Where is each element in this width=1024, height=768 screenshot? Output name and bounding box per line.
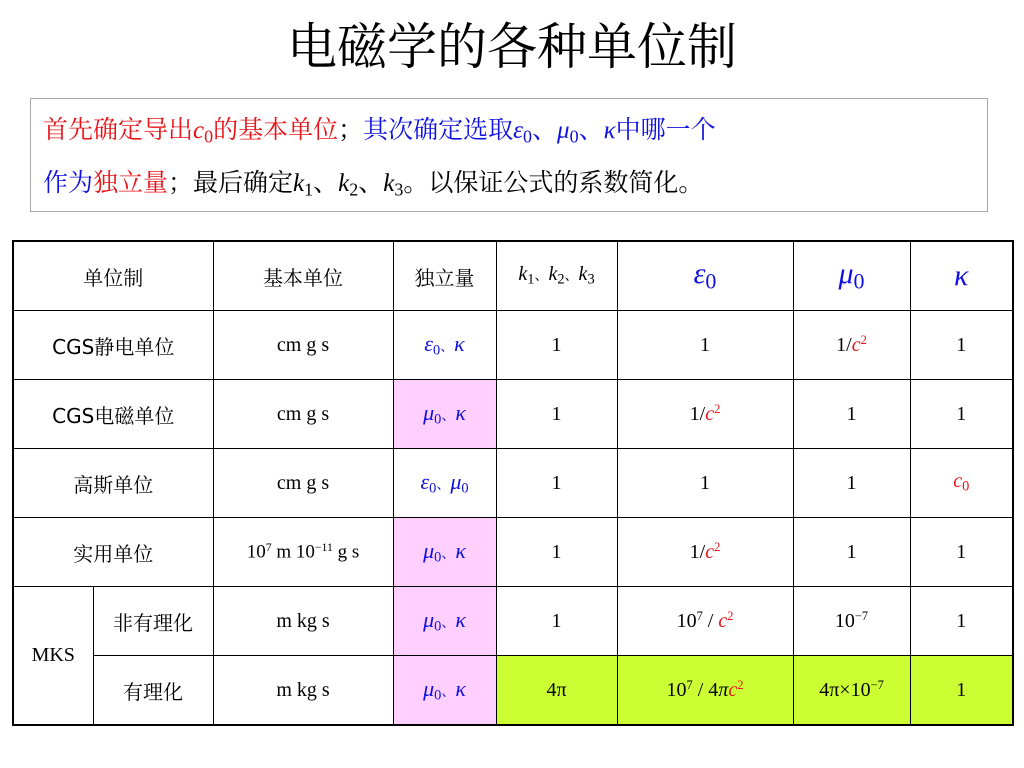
table-row (13, 587, 1013, 656)
header-independent: 独立量 (393, 241, 496, 311)
intro-mu-symbol: μ (557, 117, 570, 144)
row-eps0: 1 (617, 311, 793, 380)
row-k: 1 (496, 587, 617, 656)
intro-c-symbol: c (193, 117, 205, 144)
intro-which-text: 中哪一个 (615, 115, 716, 144)
row-k: 4π (496, 656, 617, 726)
row-eps0: $10^7 / 4\pi c^2$ (617, 656, 793, 726)
table-row (13, 311, 1013, 380)
intro-box (30, 98, 988, 212)
row-eps0: $1/c^2$ (617, 518, 793, 587)
intro-finally-text: ；最后确定 (168, 167, 294, 197)
row-k: 1 (496, 311, 617, 380)
header-mu0: μ0 (793, 241, 910, 311)
row-eps0: $10^7 / c^2$ (617, 587, 793, 656)
row-independent: $\mu_0$、κ (393, 380, 496, 449)
row-independent: $\mu_0$、κ (393, 656, 496, 726)
intro-sep: 、 (578, 115, 604, 144)
row-name: CGS静电单位 (13, 311, 213, 380)
row-eps0: 1 (617, 449, 793, 518)
row-name: 有理化 (93, 656, 213, 726)
intro-eps-symbol: ε (513, 117, 524, 144)
intro-k3: k (383, 169, 395, 197)
row-base-units: $10^7$ m $10^{-11}$ g s (213, 518, 393, 587)
row-name: 高斯单位 (13, 449, 213, 518)
row-name: 实用单位 (13, 518, 213, 587)
intro-semicolon: ； (338, 115, 364, 144)
row-group-mks: MKS (13, 587, 93, 726)
row-independent: $\varepsilon_0$、κ (393, 311, 496, 380)
header-k: $k_1$、$k_2$、$k_3$ (496, 241, 617, 311)
header-eps0: ε0 (617, 241, 793, 311)
table-row (13, 518, 1013, 587)
intro-sep: 、 (313, 167, 339, 197)
row-mu0: $1/c^2$ (793, 311, 910, 380)
row-mu0: $10^{-7}$ (793, 587, 910, 656)
intro-independent-text: 独立量 (93, 167, 169, 197)
row-mu0: 1 (793, 380, 910, 449)
row-kappa: 1 (910, 656, 1013, 726)
row-name: CGS电磁单位 (13, 380, 213, 449)
row-kappa: 1 (910, 587, 1013, 656)
intro-k3-sub: 3 (394, 179, 404, 199)
row-base-units: m kg s (213, 587, 393, 656)
intro-k1: k (293, 169, 305, 197)
intro-sep: 、 (358, 167, 384, 197)
table-row (13, 656, 1013, 726)
intro-c-sub: 0 (204, 126, 214, 147)
row-kappa: 1 (910, 311, 1013, 380)
row-independent: $\mu_0$、κ (393, 518, 496, 587)
table-row (13, 449, 1013, 518)
row-eps0: $1/c^2$ (617, 380, 793, 449)
header-kappa: κ (910, 241, 1013, 311)
row-mu0: 1 (793, 518, 910, 587)
intro-as-text: 作为 (43, 167, 94, 197)
row-base-units: cm g s (213, 311, 393, 380)
row-base-units: m kg s (213, 656, 393, 726)
page-title: 电磁学的各种单位制 (287, 18, 737, 76)
table-header-row (13, 241, 1013, 311)
table-row (13, 380, 1013, 449)
row-base-units: cm g s (213, 449, 393, 518)
intro-k2: k (338, 169, 350, 197)
intro-choose-text: 其次确定选取 (363, 115, 514, 144)
row-kappa: 1 (910, 518, 1013, 587)
row-name: 非有理化 (93, 587, 213, 656)
intro-kappa-symbol: κ (603, 117, 616, 144)
intro-derive-text: 首先确定导出 (43, 115, 194, 144)
intro-sep: 、 (532, 115, 558, 144)
row-kappa: 1 (910, 380, 1013, 449)
row-mu0: $4\pi\times 10^{-7}$ (793, 656, 910, 726)
intro-eps-sub: 0 (523, 126, 533, 147)
row-kappa: $c_0$ (910, 449, 1013, 518)
row-k: 1 (496, 518, 617, 587)
intro-k2-sub: 2 (349, 179, 359, 199)
unit-systems-table (12, 240, 1014, 726)
row-independent: $\mu_0$、κ (393, 587, 496, 656)
intro-base-unit-text: 的基本单位 (213, 115, 339, 144)
row-k: 1 (496, 449, 617, 518)
row-mu0: 1 (793, 449, 910, 518)
header-base-units: 基本单位 (213, 241, 393, 311)
intro-k1-sub: 1 (304, 179, 314, 199)
row-base-units: cm g s (213, 380, 393, 449)
header-system: 单位制 (13, 241, 213, 311)
intro-end-text: 。以保证公式的系数简化。 (403, 167, 704, 197)
row-independent: $\varepsilon_0$、$\mu_0$ (393, 449, 496, 518)
intro-mu-sub: 0 (569, 126, 579, 147)
row-k: 1 (496, 380, 617, 449)
